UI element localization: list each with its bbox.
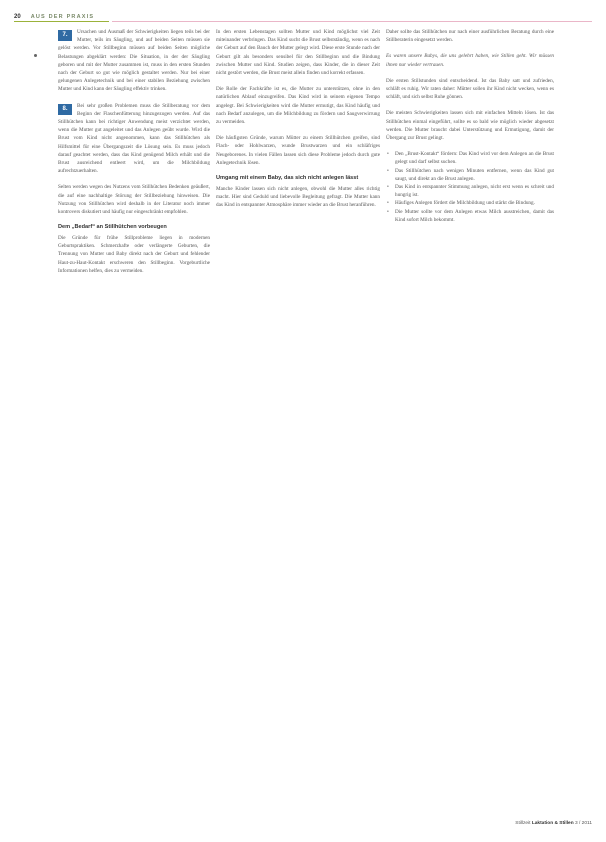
- list-item: • Das Stillhütchen nach wenigen Minuten entfernen, wenn das Kind gut saugt, und direkt an die Brust anlegen.: [395, 167, 554, 183]
- column-1: [58, 28, 210, 283]
- paragraph: Die ersten Stillstunden sind entscheidend. Ist das Baby satt und zufrieden, schläft es ruhig. Wir raten daher: Mütter sollen ihr Kind nicht wecken, wenn es schläft, und sich selbst Ruhe gönnen.: [386, 77, 554, 101]
- footer: [480, 821, 592, 826]
- quote: Es waren unsere Babys, die uns gelehrt haben, wie Stillen geht. Wir müssen ihnen nur wieder vertrauen.: [386, 53, 554, 68]
- footer-magazine: Stillzeit: [515, 821, 531, 826]
- page-number: 20: [14, 14, 21, 20]
- list-item: • Das Kind in entspannter Stimmung anlegen, nicht erst wenn es schreit und hungrig ist.: [395, 183, 554, 199]
- paragraph-7: 7. Ursachen und Ausmaß der Schwierigkeiten liegen teils bei der Mutter, teils im Säugling, und auf beiden Seiten müssen sie gelöst werden. Vor Stillbeginn müssen auf beiden Seiten mögliche Belastungen abgeklärt werden: Die Situation, in der der Säugling geboren und mit der Mutter zusammen ist, muss in den ersten Stunden nach der Geburt so gut wie möglich gestaltet werden. Nur bei einer gelungenen Anlegetechnik und bei einer stabilen Beziehung zwischen Mutter und Kind kann der Säugling effektiv trinken.: [58, 29, 210, 93]
- paragraph: Die Gründe für frühe Stillprobleme liegen in modernen Geburtspraktiken. Schmerzhafte oder verlängerte Geburten, die Trennung von Mutter und Baby direkt nach der Geburt und fehlender Haut-zu-Haut-Kontakt erschweren den Stillbeginn. Vorgeburtliche Informationen helfen, dies zu vermeiden.: [58, 235, 210, 274]
- footer-series: Laktation & Stillen: [531, 821, 574, 826]
- margin-dot: [34, 54, 37, 57]
- paragraph: Selten werden wegen des Nutzens vom Stillhütchen Bedenken geäußert, die auf eine nachhaltige Störung der Stillbeziehung hinweisen. Die Nutzung von Stillhütchen wird deshalb in der Literatur noch immer kontrovers diskutiert und häufig nur eingeschränkt empfohlen.: [58, 184, 210, 216]
- column-2: [216, 28, 380, 217]
- header-rule-green: [14, 21, 109, 22]
- header-rule: [112, 21, 592, 22]
- footer-issue: 3 / 2011: [575, 821, 592, 826]
- subheading: Dem „Bedarf“ an Stillhütchen vorbeugen: [58, 224, 167, 231]
- paragraph: Die häufigsten Gründe, warum Mütter zu einem Stillhütchen greifen, sind Flach- oder Hohlwarzen, wunde Brustwarzen und ein schläfriges Neugeborenes. In vielen Fällen lassen sich diese Probleme jedoch durch gute Anlegetechnik lösen.: [216, 135, 380, 166]
- paragraph: Die Rolle der Fachkräfte ist es, die Mutter zu unterstützen, ohne in den natürlichen Ablauf einzugreifen. Das Kind wird in seinem eigenen Tempo angelegt. Bei Schwierigkeiten wird die Mutter ermutigt, das Kind häufig und nach Bedarf anzulegen, um die Milchbildung zu fördern und Saugverwirrung zu vermeiden.: [216, 86, 380, 126]
- column-3: [386, 28, 554, 224]
- paragraph: Manche Kinder lassen sich nicht anlegen, obwohl die Mutter alles richtig macht. Hier sind Geduld und liebevolle Begleitung gefragt. Die Mutter kann das Kind in entspannter Atmosphäre immer wieder an die Brust heranführen.: [216, 185, 380, 209]
- list-item: • Häufiges Anlegen fördert die Milchbildung und stärkt die Bindung.: [395, 199, 554, 207]
- paragraph: Die meisten Schwierigkeiten lassen sich mit einfachen Mitteln lösen. Ist das Stillhütchen einmal eingeführt, sollte es so bald wie möglich wieder abgesetzt werden. Die Mutter braucht dabei Unterstützung und Ermutigung, damit der Übergang zur Brust gelingt.: [386, 110, 554, 142]
- numbered-box-8: 8.: [58, 104, 72, 115]
- bullet-list: [386, 150, 554, 224]
- numbered-box-7: 7.: [58, 30, 72, 41]
- paragraph: In den ersten Lebenstagen sollten Mutter und Kind möglichst viel Zeit miteinander verbringen. Das Kind sucht die Brust selbstständig, wenn es nach der Geburt auf den Bauch der Mutter gelegt wird. Diese erste Stunde nach der Geburt gilt als besonders sensibel für den Stillbeginn und die Bindung zwischen Mutter und Kind. Studien zeigen, dass Kinder, die in dieser Zeit nicht gestört werden, die Brust meist allein finden und korrekt erfassen.: [216, 29, 380, 77]
- paragraph: Daher sollte das Stillhütchen nur nach einer ausführlichen Beratung durch eine Stillberaterin eingesetzt werden.: [386, 29, 554, 44]
- list-item: • Den „Brust-Kontakt“ fördern: Das Kind wird vor dem Anlegen an die Brust gelegt und darf selbst suchen.: [395, 150, 554, 166]
- section-title: AUS DER PRAXIS: [30, 14, 95, 20]
- paragraph-8: 8. Bei sehr großen Problemen muss die Stillberatung vor dem Beginn der Flaschenfütterung hinzugezogen werden. Auf das Stillhütchen kann bei richtiger Anwendung meist verzichtet werden, wenn die Mutter gut angeleitet und das Anlegen geübt wurde. Wird die Brust vom Kind nicht angenommen, kann das Stillhütchen als Hilfsmittel für eine Übergangszeit die Lösung sein. Es muss jedoch darauf geachtet werden, dass das Kind genügend Milch erhält und die Brust ausreichend entleert wird, um die Milchbildung aufrechtzuerhalten.: [58, 102, 210, 175]
- list-item: • Die Mutter sollte vor dem Anlegen etwas Milch ausstreichen, damit das Kind sofort Milch bekommt.: [395, 208, 554, 224]
- subheading: Umgang mit einem Baby, das sich nicht anlegen lässt: [216, 175, 359, 182]
